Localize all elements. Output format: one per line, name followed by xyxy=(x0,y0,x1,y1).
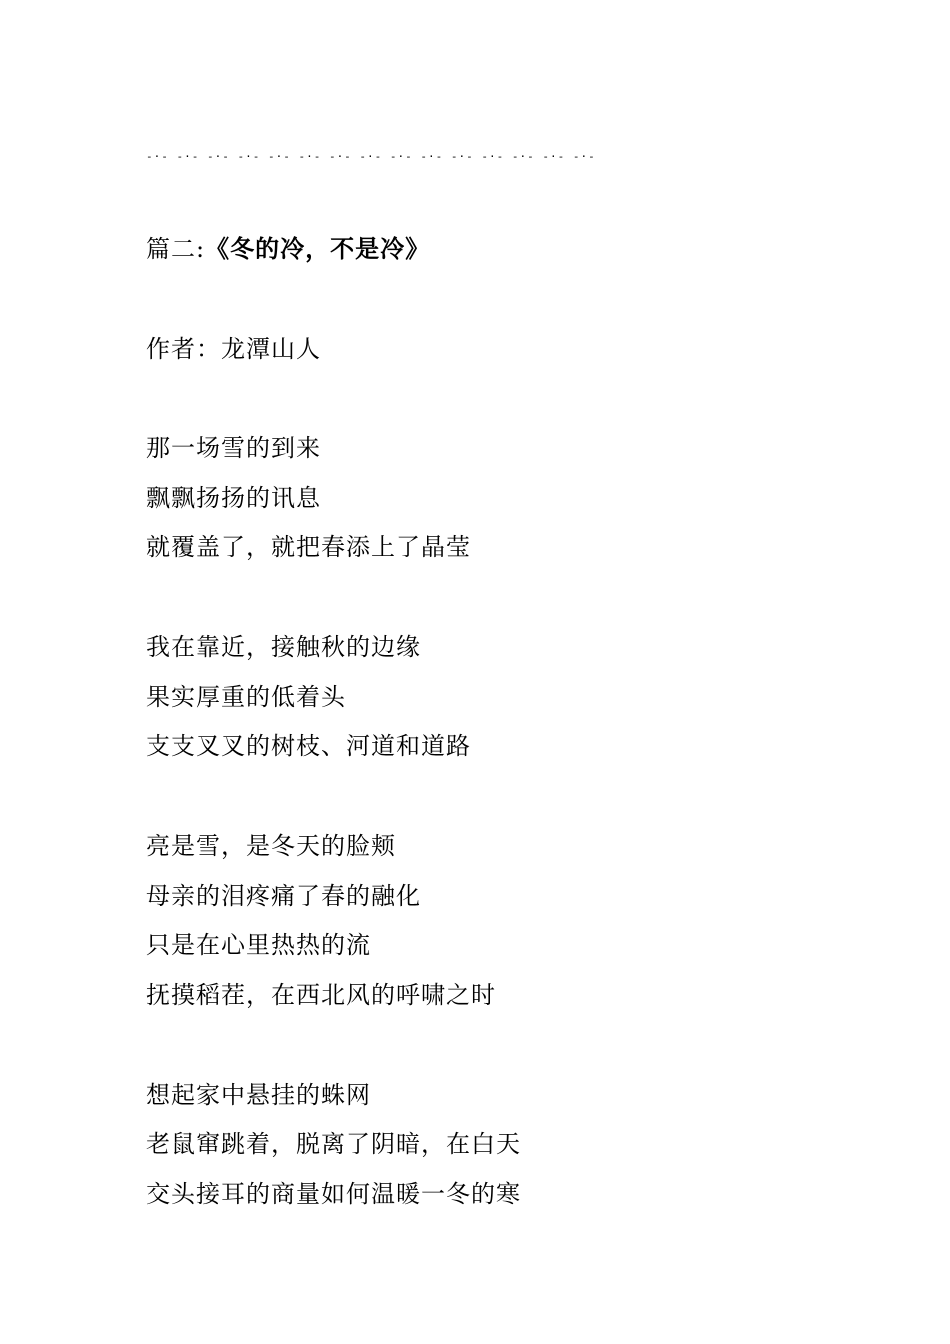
poem-line: 我在靠近，接触秋的边缘 xyxy=(146,633,421,661)
poem-title-line xyxy=(146,234,430,264)
poem-title: 《冬的冷，不是冷》 xyxy=(205,234,431,263)
section-label: 篇二: xyxy=(146,235,206,263)
poem-line: 想起家中悬挂的蛛网 xyxy=(146,1081,371,1109)
poem-line: 支支叉叉的树枝、河道和道路 xyxy=(146,732,471,760)
poem-line: 飘飘扬扬的讯息 xyxy=(146,484,321,512)
poem-line: 只是在心里热热的流 xyxy=(146,931,371,959)
poem-line: 交头接耳的商量如何温暖一冬的寒 xyxy=(146,1180,521,1208)
poem-author: 作者：龙潭山人 xyxy=(146,335,321,363)
poem-line: 抚摸稻茬，在西北风的呼啸之时 xyxy=(146,981,496,1009)
poem-line: 那一场雪的到来 xyxy=(146,434,321,462)
poem-line: 就覆盖了，就把春添上了晶莹 xyxy=(146,533,471,561)
poem-line: 老鼠窜跳着，脱离了阴暗，在白天 xyxy=(146,1130,521,1158)
poem-line: 果实厚重的低着头 xyxy=(146,683,346,711)
poem-line: 亮是雪，是冬天的脸颊 xyxy=(146,832,396,860)
section-separator: -·- -·- -·- -·- -·- -·- -·- -·- -·- -·- -·- -·- -·- -·- -·- xyxy=(146,150,596,163)
poem-line: 母亲的泪疼痛了春的融化 xyxy=(146,882,421,910)
